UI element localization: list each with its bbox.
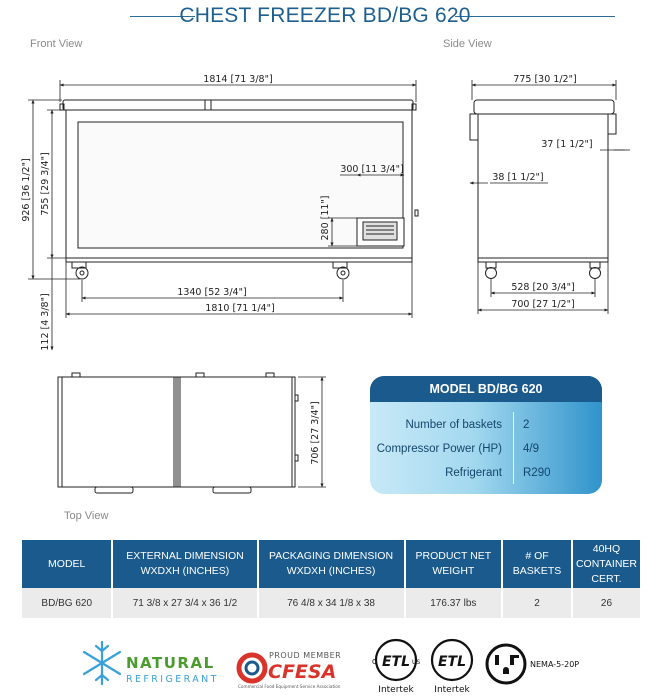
- etl-intertek-logo-1: [368, 634, 424, 696]
- intertek-text-1: Intertek: [378, 685, 414, 695]
- table-cell-net-weight: 176.37 lbs: [405, 588, 503, 618]
- cfesa-circle-icon: [239, 655, 265, 681]
- table-header-container: 40HQ CONTAINER CERT.: [572, 540, 640, 588]
- natural-refrigerant-logo: [80, 638, 230, 690]
- dim-front-panel-height: 280 [11"]: [320, 195, 331, 241]
- table-cell-container: 26: [572, 588, 640, 618]
- dim-front-wheelbase: 1340 [52 3/4"]: [177, 287, 247, 298]
- cfesa-main-text: CFESA: [268, 661, 337, 683]
- cfesa-top-text: PROUD MEMBER: [269, 651, 342, 660]
- side-dimension-lines: [470, 80, 630, 314]
- top-view-label: Top View: [64, 510, 109, 522]
- table-cell-external-dimension: 71 3/8 x 27 3/4 x 36 1/2: [112, 588, 257, 618]
- table-header-row: [22, 540, 640, 588]
- spec-value: 4/9: [523, 443, 539, 455]
- nema-text: NEMA-5-20P: [530, 660, 580, 669]
- table-header-model: MODEL: [22, 540, 112, 588]
- etl-c-mark: C: [372, 658, 377, 666]
- refrigerant-text: REFRIGERANT: [126, 674, 219, 685]
- spec-value: R290: [523, 467, 551, 479]
- dim-side-base-depth: 700 [27 1/2"]: [511, 299, 575, 310]
- spec-label: Number of baskets: [405, 419, 502, 431]
- page-title: CHEST FREEZER BD/BG 620: [179, 4, 471, 27]
- dim-side-wheelbase: 528 [20 3/4"]: [511, 282, 575, 293]
- table-header-external-dimension: EXTERNAL DIMENSION WXDXH (INCHES): [112, 540, 257, 588]
- spec-card-heading: MODEL BD/BG 620: [370, 376, 602, 402]
- spec-row: [370, 462, 602, 484]
- table-header-baskets: # OF BASKETS: [502, 540, 572, 588]
- dim-front-base-height: 112 [4 3/8"]: [40, 293, 51, 351]
- dim-front-width: 1814 [71 3/8"]: [203, 74, 273, 85]
- spec-value: 2: [523, 419, 530, 431]
- dim-side-offset-top: 37 [1 1/2"]: [541, 139, 593, 150]
- nema-plug-icon: [487, 645, 525, 683]
- spec-row: [370, 414, 602, 436]
- snowflake-icon: [84, 642, 120, 684]
- table-cell-packaging-dimension: 76 4/8 x 34 1/8 x 38: [258, 588, 405, 618]
- table-row: [22, 588, 640, 618]
- dim-top-depth: 706 [27 3/4"]: [310, 401, 321, 465]
- nema-plug-logo: [484, 642, 584, 686]
- spec-row: [370, 438, 602, 460]
- spec-label: Refrigerant: [445, 467, 502, 479]
- spec-label: Compressor Power (HP): [376, 443, 502, 455]
- front-view-label: Front View: [30, 38, 83, 50]
- top-view-drawing: [0, 365, 340, 505]
- etl-mark-1: ETL: [381, 654, 411, 670]
- cfesa-logo: [236, 648, 358, 690]
- etl-intertek-logo-2: [424, 634, 480, 696]
- cfesa-sub-text: Commercial Food Equipment Service Association: [238, 684, 341, 689]
- intertek-text-2: Intertek: [434, 685, 470, 695]
- side-view-label: Side View: [443, 38, 492, 50]
- dim-front-height-body: 755 [29 3/4"]: [40, 152, 51, 216]
- dim-front-base-width: 1810 [71 1/4"]: [205, 303, 275, 314]
- table-header-packaging-dimension: PACKAGING DIMENSION WXDXH (INCHES): [258, 540, 405, 588]
- table-cell-model: BD/BG 620: [22, 588, 112, 618]
- etl-mark-2: ETL: [437, 654, 467, 670]
- natural-text: NATURAL: [126, 654, 215, 672]
- front-view-drawing: [60, 100, 418, 279]
- spec-table: [22, 540, 640, 618]
- dim-side-offset-mid: 38 [1 1/2"]: [492, 172, 544, 183]
- dim-front-height-total: 926 [36 1/2"]: [21, 158, 32, 222]
- table-cell-baskets: 2: [502, 588, 572, 618]
- spec-card: [370, 376, 602, 494]
- table-header-net-weight: PRODUCT NET WEIGHT: [405, 540, 503, 588]
- side-view-drawing: [470, 100, 616, 279]
- etl-us-mark: US: [412, 659, 421, 666]
- dim-front-panel-width: 300 [11 3/4"]: [340, 164, 404, 175]
- dim-side-depth: 775 [30 1/2"]: [513, 74, 577, 85]
